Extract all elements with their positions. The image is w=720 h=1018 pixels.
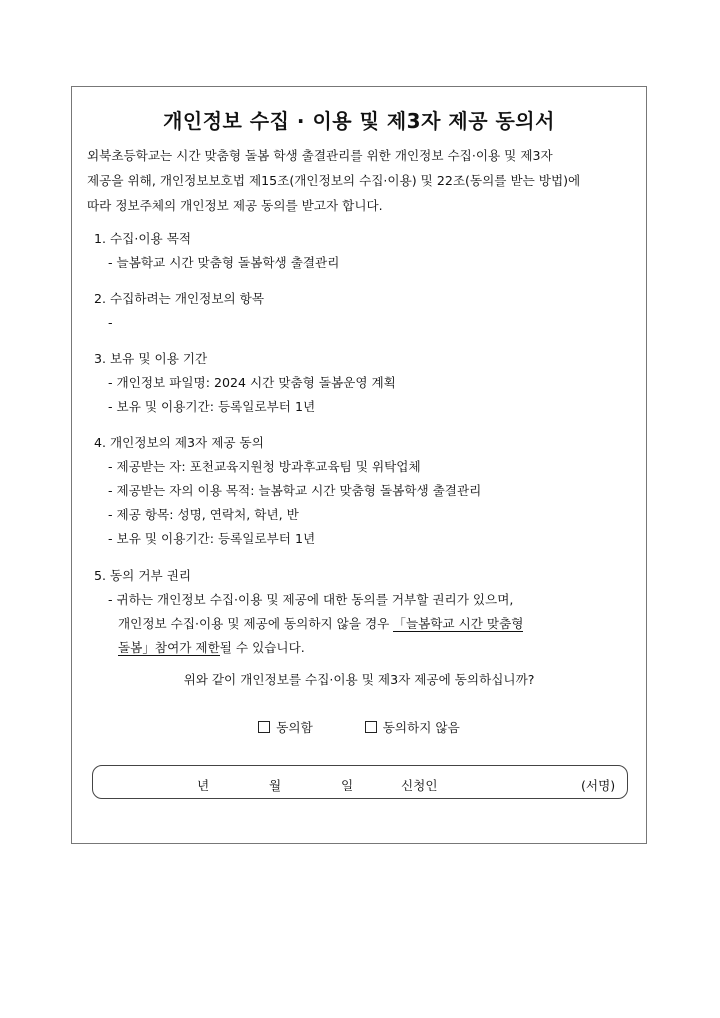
section-item: - 개인정보 파일명: 2024 시간 맞춤형 돌봄운영 계획 [108, 375, 396, 390]
section-title: 1. 수집·이용 목적 [94, 231, 192, 246]
form-title: 개인정보 수집 · 이용 및 제3자 제공 동의서 [163, 109, 555, 133]
applicant-label: 신청인 [401, 778, 438, 793]
section-retention [94, 347, 636, 419]
section-item: - 제공 항목: 성명, 연락처, 학년, 반 [108, 507, 299, 522]
section-item: - 귀하는 개인정보 수집·이용 및 제공에 대한 동의를 거부할 권리가 있으며, [108, 592, 514, 607]
signature-box [92, 765, 628, 799]
section-item: - 보유 및 이용기간: 등록일로부터 1년 [108, 399, 316, 414]
disagree-option[interactable] [365, 717, 460, 736]
section-item: - 보유 및 이용기간: 등록일로부터 1년 [108, 531, 316, 546]
refusal-text: 개인정보 수집·이용 및 제공에 동의하지 않을 경우 [118, 616, 394, 631]
section-purpose [94, 227, 636, 275]
underlined-text: 「늘봄학교 시간 맞춤형 [393, 616, 524, 631]
intro-line: 제공을 위해, 개인정보보호법 제15조(개인정보의 수집·이용) 및 22조(동의를 받는 방법)에 [87, 173, 581, 188]
consent-options [72, 717, 646, 736]
section-items [94, 287, 636, 335]
disagree-label: 동의하지 않음 [382, 720, 460, 735]
consent-form [71, 86, 647, 844]
agree-checkbox[interactable] [258, 721, 270, 733]
section-refusal-right [94, 564, 636, 660]
section-item: - [108, 315, 113, 330]
section-item [94, 612, 636, 636]
year-label: 년 [197, 778, 210, 793]
section-title: 5. 동의 거부 권리 [94, 568, 192, 583]
signature-label: (서명) [581, 778, 616, 793]
section-title: 3. 보유 및 이용 기간 [94, 351, 208, 366]
section-title: 2. 수집하려는 개인정보의 항목 [94, 291, 265, 306]
day-label: 일 [341, 778, 354, 793]
month-label: 월 [269, 778, 282, 793]
agree-label: 동의함 [276, 720, 313, 735]
section-third-party [94, 431, 636, 551]
intro-line: 따라 정보주체의 개인정보 제공 동의를 받고자 합니다. [87, 198, 383, 213]
section-item: - 늘봄학교 시간 맞춤형 돌봄학생 출결관리 [108, 255, 340, 270]
section-item: - 제공받는 자의 이용 목적: 늘봄학교 시간 맞춤형 돌봄학생 출결관리 [108, 483, 482, 498]
agree-option[interactable] [258, 717, 313, 736]
underlined-text: 돌봄」참여가 제한 [118, 640, 220, 655]
refusal-text: 될 수 있습니다. [219, 640, 305, 655]
intro-line: 외북초등학교는 시간 맞춤형 돌봄 학생 출결관리를 위한 개인정보 수집·이용 및 제3자 [87, 148, 553, 163]
section-item [94, 636, 636, 660]
consent-question: 위와 같이 개인정보를 수집·이용 및 제3자 제공에 동의하십니까? [183, 672, 535, 687]
section-title: 4. 개인정보의 제3자 제공 동의 [94, 435, 264, 450]
intro-paragraph [87, 143, 636, 218]
section-item: - 제공받는 자: 포천교육지원청 방과후교육팀 및 위탁업체 [108, 459, 421, 474]
disagree-checkbox[interactable] [365, 721, 377, 733]
